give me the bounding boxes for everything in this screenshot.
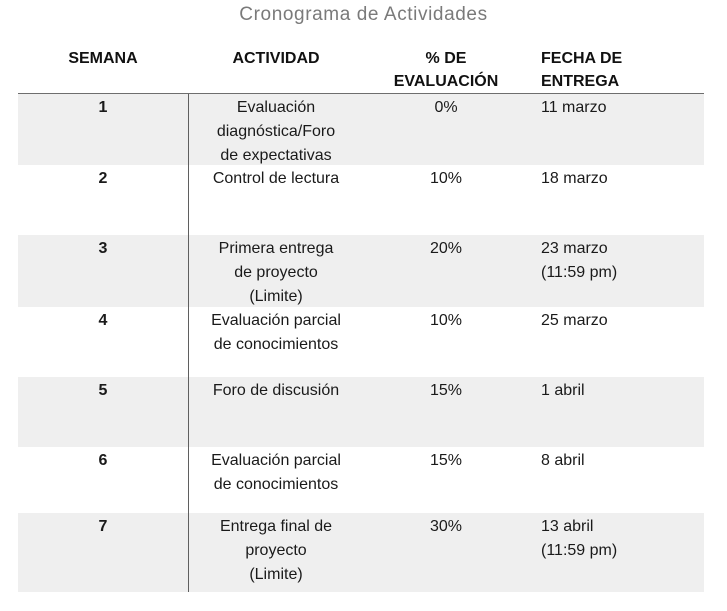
header-date: [541, 47, 701, 93]
percent-cell: [384, 449, 508, 473]
week-cell: [18, 237, 188, 261]
week-cell-text: 3: [98, 240, 108, 257]
header-activity: [188, 47, 364, 70]
table-row: [18, 307, 704, 377]
activity-cell: [188, 237, 364, 309]
activity-cell-text: Control de lectura: [212, 170, 340, 187]
week-cell-text: 7: [98, 518, 108, 535]
header-percent: [384, 47, 508, 93]
date-cell: [541, 167, 701, 191]
activity-cell: [188, 309, 364, 357]
week-cell: [18, 379, 188, 403]
activity-cell-text: Evaluación: [236, 99, 316, 116]
week-cell-text: 1: [98, 99, 108, 116]
date-cell-text: 18 marzo: [541, 170, 608, 187]
header-week: [18, 47, 188, 70]
activity-cell: [188, 515, 364, 587]
percent-cell-text: 0%: [434, 99, 458, 116]
percent-cell-text: 15%: [429, 382, 463, 399]
activity-cell-text: Entrega final de: [219, 518, 333, 535]
percent-cell: [384, 379, 508, 403]
week-cell: [18, 309, 188, 333]
activity-cell-text: Foro de discusión: [212, 382, 340, 399]
activity-cell-text: de expectativas: [220, 147, 332, 164]
activity-cell: [188, 379, 364, 403]
activity-cell-text: de proyecto: [234, 264, 318, 281]
date-cell: [541, 449, 701, 473]
date-cell-text: 23 marzo: [541, 240, 608, 257]
activity-cell-text: diagnóstica/Foro: [216, 123, 336, 140]
activity-cell-text: Evaluación parcial: [211, 452, 341, 469]
week-cell: [18, 167, 188, 191]
date-cell: [541, 237, 701, 285]
date-cell: [541, 379, 701, 403]
percent-cell: [384, 96, 508, 120]
percent-cell-text: 10%: [429, 170, 463, 187]
date-cell-text: 1 abril: [541, 382, 585, 399]
table-body: [18, 94, 704, 592]
percent-cell-text: 20%: [429, 240, 463, 257]
percent-cell-text: 15%: [429, 452, 463, 469]
activity-cell-text: (Limite): [249, 288, 303, 305]
date-cell-text: 11 marzo: [541, 99, 607, 116]
table-row: [18, 447, 704, 513]
activity-cell-text: de conocimientos: [213, 476, 339, 493]
percent-cell-text: 10%: [429, 312, 463, 329]
table-row: [18, 377, 704, 447]
percent-cell-text: 30%: [429, 518, 463, 535]
date-cell: [541, 515, 701, 563]
header-activity-line: ACTIVIDAD: [232, 50, 320, 67]
week-cell-text: 5: [98, 382, 108, 399]
table-row: [18, 165, 704, 235]
activity-cell-text: Evaluación parcial: [211, 312, 341, 329]
header-date-line-2: ENTREGA: [541, 73, 620, 90]
date-cell: [541, 96, 701, 120]
week-cell: [18, 449, 188, 473]
percent-cell: [384, 237, 508, 261]
percent-cell: [384, 167, 508, 191]
activity-cell-text: (Limite): [249, 566, 303, 583]
header-week-line: SEMANA: [68, 50, 138, 67]
date-cell-text: 25 marzo: [541, 312, 608, 329]
activity-cell-text: Primera entrega: [218, 240, 334, 257]
week-cell: [18, 515, 188, 539]
date-cell-text: (11:59 pm): [541, 542, 618, 559]
page-title: Cronograma de Actividades: [239, 4, 488, 25]
table-header: [18, 47, 704, 93]
activity-cell: [188, 167, 364, 191]
date-cell-text: 8 abril: [541, 452, 585, 469]
percent-cell: [384, 515, 508, 539]
week-cell-text: 2: [98, 170, 108, 187]
week-cell-text: 4: [98, 312, 108, 329]
activity-cell: [188, 96, 364, 168]
date-cell: [541, 309, 701, 333]
table-row: [18, 235, 704, 307]
table-row: [18, 513, 704, 592]
week-cell-text: 6: [98, 452, 108, 469]
column-divider: [188, 94, 189, 592]
week-cell: [18, 96, 188, 120]
table-row: [18, 94, 704, 165]
header-percent-line-1: % DE: [425, 50, 467, 67]
activity-cell-text: proyecto: [245, 542, 307, 559]
header-percent-line-2: EVALUACIÓN: [393, 73, 499, 90]
percent-cell: [384, 309, 508, 333]
date-cell-text: 13 abril: [541, 518, 594, 535]
header-date-line-1: FECHA DE: [541, 50, 623, 67]
activity-cell: [188, 449, 364, 497]
date-cell-text: (11:59 pm): [541, 264, 618, 281]
activity-cell-text: de conocimientos: [213, 336, 339, 353]
